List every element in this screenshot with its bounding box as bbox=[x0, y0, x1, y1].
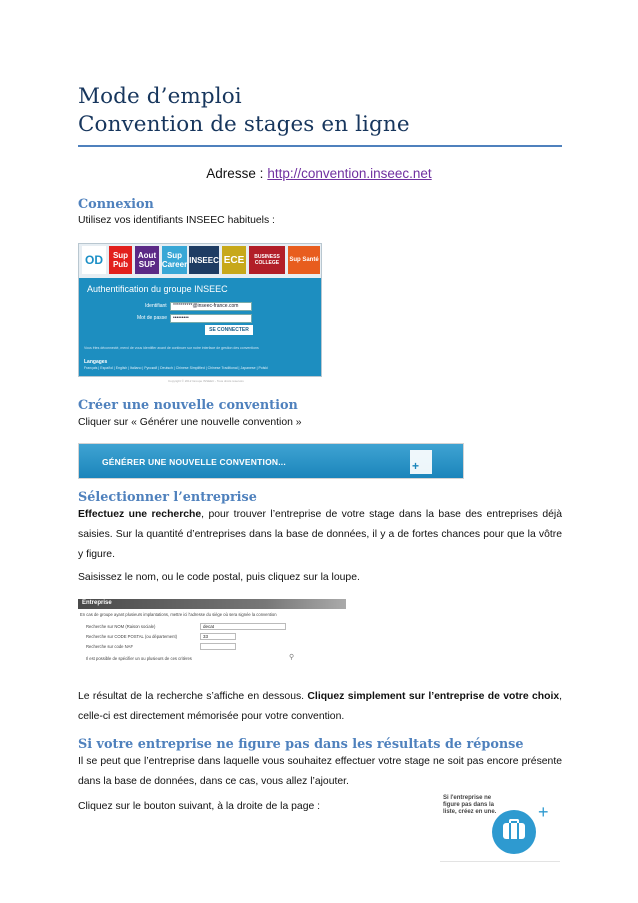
password-field[interactable]: ••••••••• bbox=[170, 314, 252, 323]
logo-inseec: INSEEC bbox=[189, 246, 219, 274]
heading-absente: Si votre entreprise ne figure pas dans les résultats de réponse bbox=[78, 737, 524, 752]
entreprise-search-screenshot bbox=[78, 599, 346, 671]
text-selection-3 bbox=[78, 687, 562, 727]
search-postal-input[interactable]: 33 bbox=[200, 633, 236, 640]
logo-sup-sante: Sup Santé bbox=[288, 246, 320, 274]
logo-business-college: BUSINESS COLLEGE bbox=[249, 246, 285, 274]
text-selection-3-end: , celle-ci est directement mémorisée pour votre convention. bbox=[78, 691, 562, 722]
text-creer: Cliquer sur « Générer une nouvelle convention » bbox=[78, 417, 302, 428]
title-line-1: Mode d’emploi bbox=[78, 84, 242, 109]
logo-sup-career: Sup Career bbox=[162, 246, 187, 274]
address-line bbox=[0, 166, 638, 181]
entreprise-header-label: Entreprise bbox=[82, 600, 112, 606]
address-link[interactable]: http://convention.inseec.net bbox=[267, 166, 432, 181]
title-rule bbox=[78, 145, 562, 147]
langages-label: Langages bbox=[84, 359, 108, 365]
briefcase-icon bbox=[503, 823, 525, 839]
entreprise-footnote: Il est possible de spécifier un ou plusieurs de ces critères bbox=[86, 656, 192, 661]
generate-convention-banner[interactable] bbox=[78, 443, 464, 479]
search-naf-input[interactable] bbox=[200, 643, 236, 650]
auth-title: Authentification du groupe INSEEC bbox=[87, 284, 228, 294]
plus-icon: + bbox=[538, 802, 549, 822]
generate-convention-label: GÉNÉRER UNE NOUVELLE CONVENTION... bbox=[102, 457, 286, 467]
logo-aout-sup: Aout SUP bbox=[135, 246, 159, 274]
heading-connexion: Connexion bbox=[78, 197, 154, 212]
entreprise-instruction: En cas de groupe ayant plusieurs implantations, mettre ici l'adresse du siège où sera signée la convention bbox=[80, 612, 277, 617]
connect-button[interactable]: SE CONNECTER bbox=[205, 325, 253, 335]
search-name-input[interactable]: decat bbox=[200, 623, 286, 630]
entreprise-header bbox=[78, 599, 346, 609]
plus-icon: + bbox=[412, 459, 420, 473]
heading-creer: Créer une nouvelle convention bbox=[78, 398, 298, 413]
text-selection-1-bold: Effectuez une recherche bbox=[78, 509, 202, 520]
briefcase-strap bbox=[509, 823, 511, 839]
document-title bbox=[78, 83, 410, 139]
logo-ece: ECE bbox=[222, 246, 246, 274]
login-screenshot bbox=[78, 243, 322, 377]
login-note: Vous êtes déconnecté, merci de vous identifier avant de continuer sur notre interface de gestion des conventions bbox=[84, 346, 259, 350]
text-selection-3-start: Le résultat de la recherche s’affiche en dessous. bbox=[78, 691, 308, 702]
languages-list[interactable]: Français | Español | English | Italiano | Русский | Deutsch | Chinese Simplified | Chinese Traditional | Japanese | Polski bbox=[84, 366, 268, 370]
text-selection-1 bbox=[78, 505, 562, 565]
login-copyright: Copyright © 2012 Groupe INSEEC - Tous droits réservés bbox=[168, 379, 244, 383]
identifiant-label: Identifiant bbox=[145, 303, 167, 309]
text-absente-2: Cliquez sur le bouton suivant, à la droite de la page : bbox=[78, 801, 321, 812]
search-name-label: Recherche sur NOM (Raison sociale) bbox=[86, 624, 156, 629]
text-selection-3-bold: Cliquez simplement sur l’entreprise de votre choix bbox=[307, 691, 560, 702]
identifiant-field[interactable]: **********@inseec-france.com bbox=[170, 302, 252, 311]
briefcase-strap bbox=[517, 823, 519, 839]
logo-od: OD bbox=[82, 246, 106, 274]
magnifier-icon[interactable]: ⚲ bbox=[289, 654, 295, 661]
add-entreprise-image[interactable] bbox=[440, 795, 560, 865]
text-connexion: Utilisez vos identifiants INSEEC habituels : bbox=[78, 215, 275, 226]
address-label: Adresse : bbox=[206, 166, 264, 181]
heading-selection: Sélectionner l’entreprise bbox=[78, 490, 257, 505]
text-selection-2: Saisissez le nom, ou le code postal, puis cliquez sur la loupe. bbox=[78, 572, 360, 583]
add-entreprise-text: Si l'entreprise ne figure pas dans la liste, créez en une. bbox=[443, 795, 497, 815]
image-bottom-rule bbox=[440, 861, 560, 862]
text-absente-1: Il se peut que l’entreprise dans laquelle vous souhaitez effectuer votre stage ne soit pas encore présente dans la base de données, dans ce cas, vous allez l’ajouter. bbox=[78, 756, 562, 787]
search-postal-label: Recherche sur CODE POSTAL (ou département) bbox=[86, 634, 177, 639]
password-label: Mot de passe bbox=[137, 315, 168, 321]
logo-sup-pub: Sup Pub bbox=[109, 246, 132, 274]
text-selection-1-rest: , pour trouver l’entreprise de votre stage dans la base des entreprises déjà saisies. Sur la quantité d’entreprises dans la base de données, il y a de fortes chances pour que la vôtre y figure. bbox=[78, 509, 562, 560]
title-line-2: Convention de stages en ligne bbox=[78, 112, 410, 137]
search-naf-label: Recherche sur code NAF bbox=[86, 644, 134, 649]
